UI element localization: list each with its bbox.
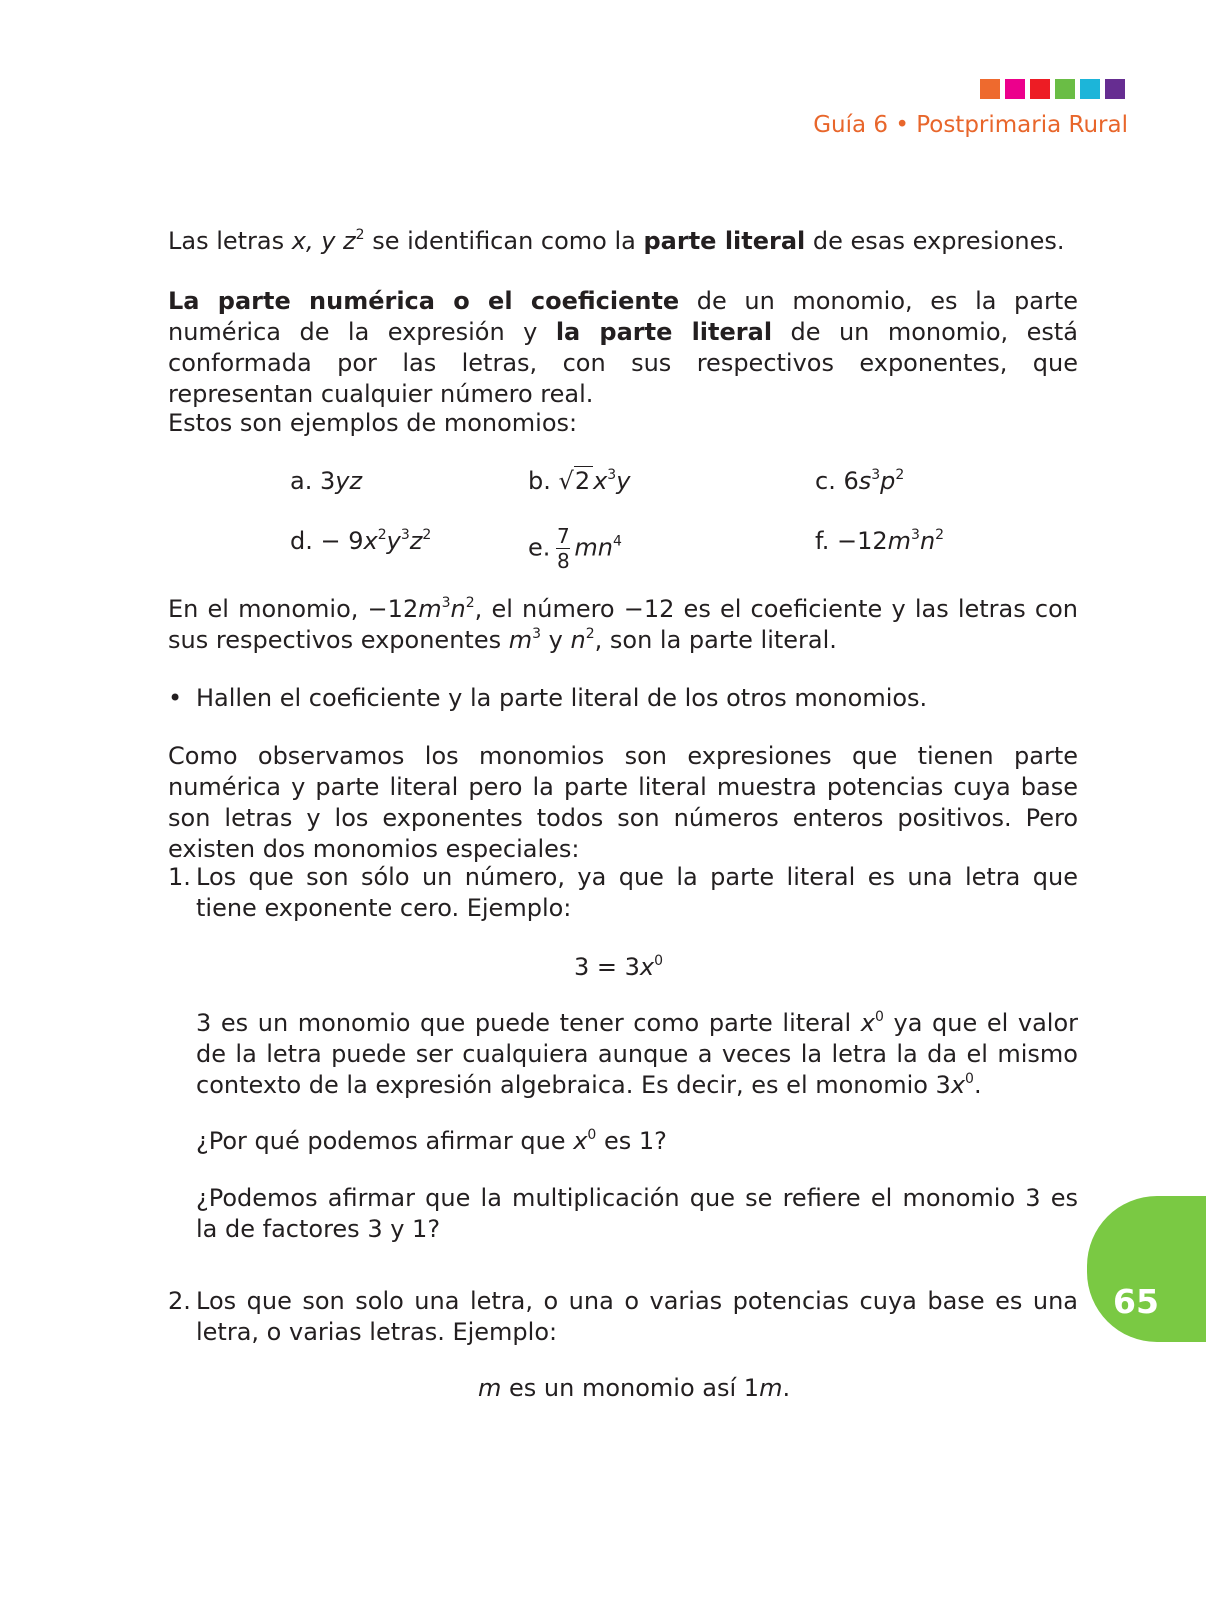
paragraph-examples-intro: Estos son ejemplos de monomios: bbox=[168, 409, 578, 437]
color-square-magenta bbox=[1005, 79, 1025, 99]
example-b: b. √2 $x^3y$ bbox=[528, 467, 631, 495]
question-1: ¿Por qué podemos afirmar que $x^0$ es 1? bbox=[196, 1127, 667, 1155]
list-item-2: Los que son solo una letra, o una o varias potencias cuya base es una letra, o varias letras. Ejemplo: bbox=[196, 1287, 1078, 1346]
bullet-marker: • bbox=[168, 684, 183, 712]
color-square-green bbox=[1055, 79, 1075, 99]
example-d: d. − $9x^2y^3z^2$ bbox=[290, 527, 432, 555]
paragraph-literal-part: Las letras x, y $z^2$ se identifican como la parte literal de esas expresiones. bbox=[168, 227, 1065, 255]
paragraph-definition: La parte numérica o el coeficiente de un monomio, es la parte numérica de la expresión y la parte literal de un monomio, está conformada por las letras, con sus respectivos exponentes, que representan cualquier número real. bbox=[168, 287, 1079, 408]
color-square-red bbox=[1030, 79, 1050, 99]
color-square-orange bbox=[980, 79, 1000, 99]
color-square-cyan bbox=[1080, 79, 1100, 99]
paragraph-special-monomials: Como observamos los monomios son expresiones que tienen parte numérica y parte literal pero la parte literal muestra potencias cuya base son letras y los exponentes todos son números enteros positivos. Pero existen dos monomios especiales: bbox=[168, 742, 1078, 863]
example-e: e. $\frac{7}{8}$ $mn^4$ bbox=[528, 524, 622, 573]
equation-m: m es un monomio así 1m. bbox=[478, 1374, 791, 1402]
list-number-2: 2. bbox=[168, 1287, 191, 1315]
equation-3x0: $3 = 3x^0$ bbox=[574, 953, 664, 981]
list-item-1: Los que son sólo un número, ya que la parte literal es una letra que tiene exponente cero. Ejemplo: bbox=[196, 863, 1078, 922]
page-number: 65 bbox=[1113, 1282, 1159, 1321]
example-c: c. $6s^3p^2$ bbox=[815, 467, 905, 495]
paragraph-coefficient-example: En el monomio, $-12m^3n^2$, el número −12 es el coeficiente y las letras con sus respectivos exponentes $m^3$ y $n^2$, son la parte literal. bbox=[168, 595, 1078, 654]
example-f: f. $-12m^3n^2$ bbox=[815, 527, 945, 555]
fraction: $\frac{7}{8}$ bbox=[557, 524, 570, 573]
color-square-purple bbox=[1105, 79, 1125, 99]
list-number-1: 1. bbox=[168, 863, 191, 891]
question-2: ¿Podemos afirmar que la multiplicación que se refiere el monomio 3 es la de factores 3 y 1? bbox=[196, 1184, 1078, 1243]
guide-title: Guía 6 • Postprimaria Rural bbox=[813, 112, 1128, 138]
paragraph-3-monomial: 3 es un monomio que puede tener como parte literal $x^0$ ya que el valor de la letra puede ser cualquiera aunque a veces la letra la da el mismo contexto de la expresión algebraica. Es decir, es el monomio $3x^0$. bbox=[196, 1009, 1078, 1099]
example-a: a. 3yz bbox=[290, 467, 363, 495]
color-strip bbox=[980, 79, 1125, 99]
bullet-task: Hallen el coeficiente y la parte literal de los otros monomios. bbox=[196, 684, 928, 712]
square-root-icon: √2 bbox=[559, 466, 594, 497]
